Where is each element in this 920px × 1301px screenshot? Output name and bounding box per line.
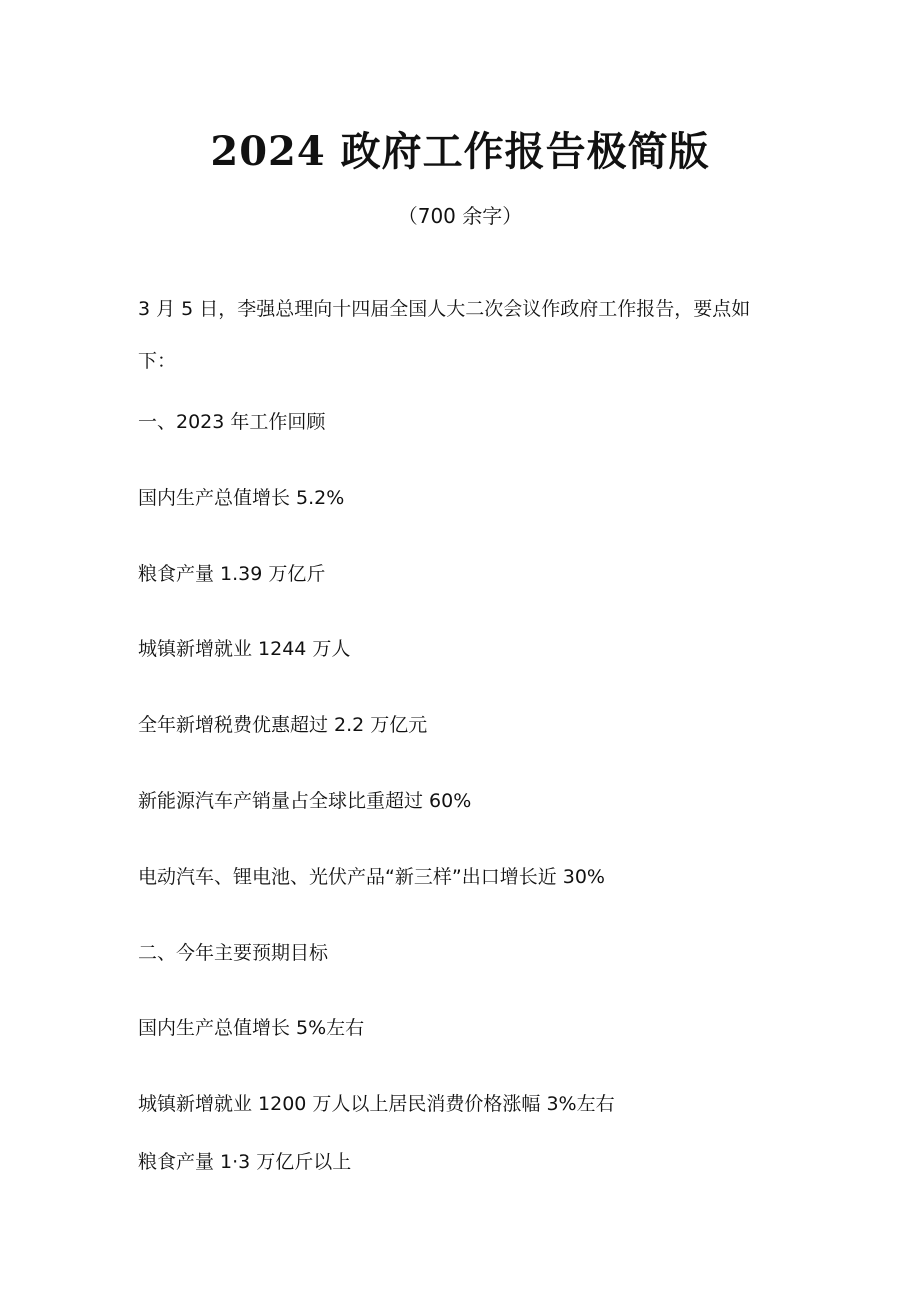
document-title: 2024 政府工作报告极简版 bbox=[210, 128, 710, 175]
list-item: 电动汽车、锂电池、光伏产品“新三样”出口增长近 30% bbox=[138, 866, 605, 888]
intro-paragraph: 3 月 5 日，李强总理向十四届全国人大二次会议作政府工作报告，要点如下： bbox=[138, 298, 751, 372]
list-item: 粮食产量 1·3 万亿斤以上 bbox=[138, 1151, 352, 1173]
list-item: 国内生产总值增长 5%左右 bbox=[138, 1017, 365, 1039]
list-item: 国内生产总值增长 5.2% bbox=[138, 487, 345, 509]
list-item: 新能源汽车产销量占全球比重超过 60% bbox=[138, 790, 472, 812]
list-item: 粮食产量 1.39 万亿斤 bbox=[138, 563, 326, 585]
section-heading-review: 一、2023 年工作回顾 bbox=[138, 411, 326, 433]
list-item: 全年新增税费优惠超过 2.2 万亿元 bbox=[138, 714, 428, 736]
section-heading-targets: 二、今年主要预期目标 bbox=[138, 942, 329, 964]
list-item: 城镇新增就业 1244 万人 bbox=[138, 638, 351, 660]
document-subtitle: （700 余字） bbox=[397, 204, 523, 228]
list-item: 城镇新增就业 1200 万人以上居民消费价格涨幅 3%左右 bbox=[138, 1093, 615, 1115]
